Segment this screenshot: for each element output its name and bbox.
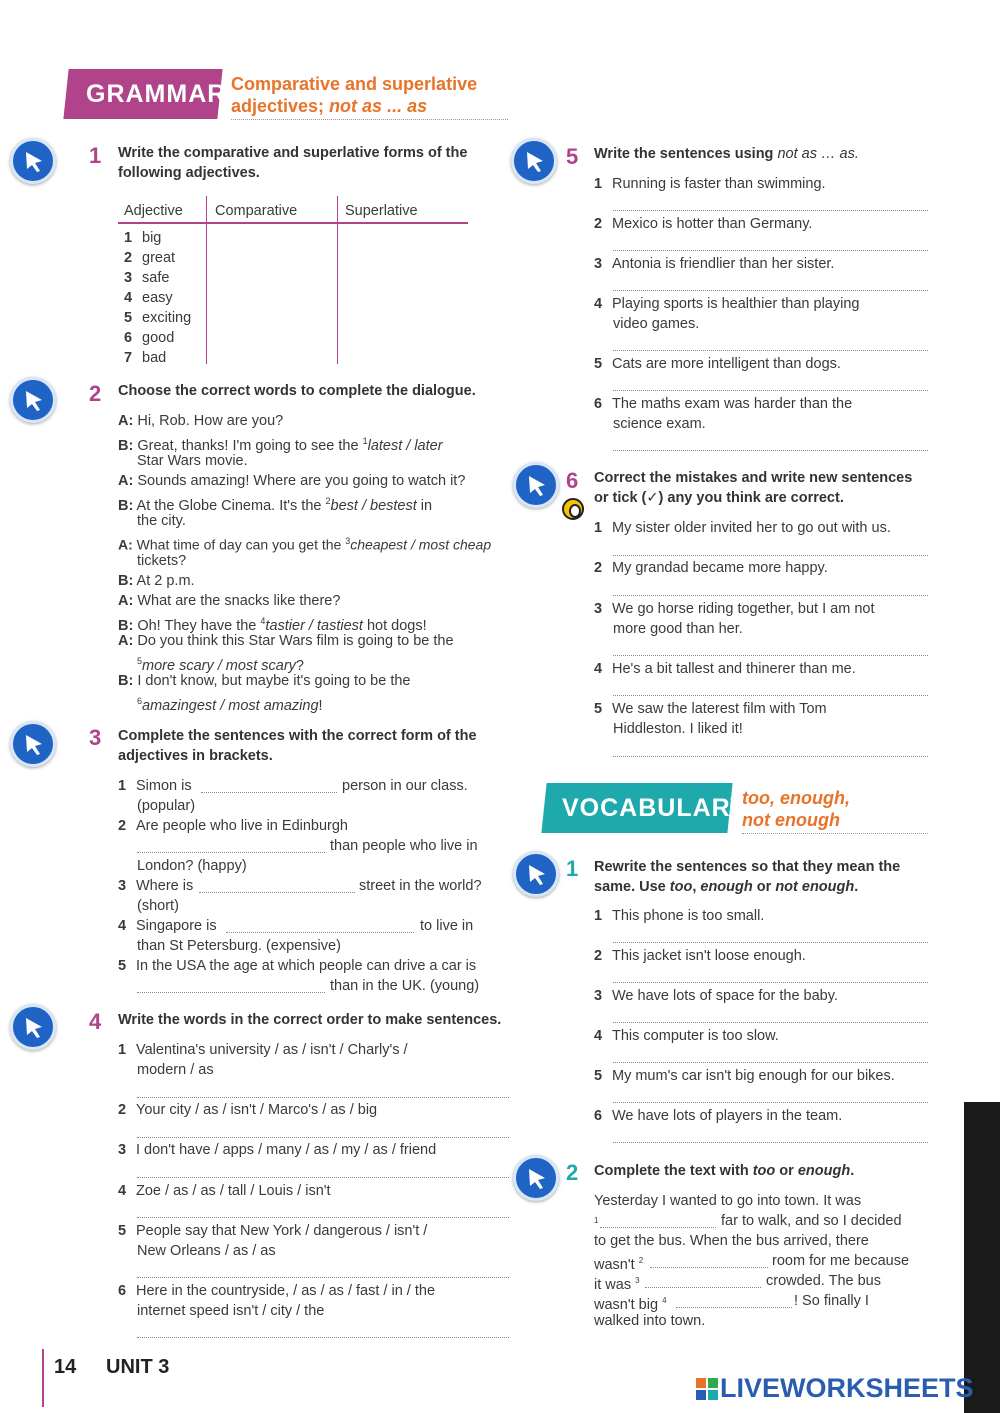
list-item-text: than in the UK. (young) xyxy=(330,978,480,994)
list-item-text: street in the world? xyxy=(359,878,482,894)
dialogue-line: the city. xyxy=(137,513,186,529)
table-row: 6 good xyxy=(124,330,175,346)
paragraph-line: walked into town. xyxy=(594,1313,706,1329)
answer-blank[interactable] xyxy=(645,1287,761,1288)
list-item-text: to live in xyxy=(420,918,474,934)
exercise-title: Complete the sentences with the correct form of the adjectives in brackets. xyxy=(118,728,477,764)
dialogue-line: B: At the Globe Cinema. It's the $^2$best / bestest in xyxy=(118,496,433,514)
exercise-number: 5 xyxy=(566,144,579,169)
list-item: 3 Antonia is friendlier than her sister. xyxy=(594,256,835,272)
exercise-number: 2 xyxy=(89,381,102,406)
answer-line[interactable] xyxy=(613,350,928,351)
dialogue-line: A: Do you think this Star Wars film is going to be the xyxy=(118,633,454,649)
table-row: 3 safe xyxy=(124,270,170,286)
list-item: 1 Running is faster than swimming. xyxy=(594,176,826,192)
list-item: 4 He's a bit tallest and thinerer than me. xyxy=(594,661,856,677)
cursor-icon[interactable] xyxy=(10,1004,56,1050)
answer-blank[interactable] xyxy=(650,1267,768,1268)
list-item-text: (popular) xyxy=(137,798,196,814)
dialogue-line: tickets? xyxy=(137,553,187,569)
list-item: 4 Zoe / as / as / tall / Louis / isn't xyxy=(118,1183,331,1199)
list-item: 4 Singapore is xyxy=(118,918,217,934)
answer-blank[interactable] xyxy=(137,852,325,853)
dialogue-line: B: Oh! They have the $^4$tastier / tastiest hot dogs! xyxy=(118,616,427,634)
answer-line[interactable] xyxy=(613,450,928,451)
list-item: 3 We have lots of space for the baby. xyxy=(594,988,838,1004)
answer-line[interactable] xyxy=(613,1062,928,1063)
exercise-number: 1 xyxy=(566,856,579,881)
paragraph-line: wasn't $^2$ xyxy=(594,1256,644,1273)
exercise-number: 1 xyxy=(89,143,102,168)
list-item-text: internet speed isn't / city / the xyxy=(137,1303,325,1319)
list-item-text: (short) xyxy=(137,898,179,914)
dialogue-line: A: What are the snacks like there? xyxy=(118,593,341,609)
grammar-section-tag: GRAMMAR xyxy=(63,69,222,119)
table-divider xyxy=(206,196,207,364)
exercise-title: Correct the mistakes and write new sentences or tick (✓) any you think are correct. xyxy=(594,470,913,506)
paragraph-line: Yesterday I wanted to go into town. It was xyxy=(594,1193,862,1209)
list-item: 1 Valentina's university / as / isn't / Charly's / xyxy=(118,1042,408,1058)
grammar-title-line2: adjectives; not as ... as xyxy=(231,96,508,120)
exercise-title: Write the sentences using not as … as. xyxy=(594,146,859,162)
grammar-title-line1: Comparative and superlative xyxy=(231,74,478,94)
table-row: 4 easy xyxy=(124,290,173,306)
list-item: 1 Simon is xyxy=(118,778,192,794)
list-item: 5 Cats are more intelligent than dogs. xyxy=(594,356,841,372)
dialogue-line: B: At 2 p.m. xyxy=(118,573,195,589)
answer-line[interactable] xyxy=(613,210,928,211)
table-header-comparative: Comparative xyxy=(215,203,298,219)
page-number: 14 xyxy=(54,1356,77,1378)
list-item: 6 Here in the countryside, / as / as / fast / in / the xyxy=(118,1283,436,1299)
answer-line[interactable] xyxy=(613,982,928,983)
list-item: 6 We have lots of players in the team. xyxy=(594,1108,843,1124)
paragraph-line: room for me because xyxy=(772,1253,910,1269)
paragraph-line: it was $^3$ xyxy=(594,1276,640,1293)
cursor-icon[interactable] xyxy=(511,138,557,184)
answer-blank[interactable] xyxy=(137,992,325,993)
list-item: 5 In the USA the age at which people can drive a car is xyxy=(118,958,477,974)
liveworksheets-icon xyxy=(696,1378,718,1400)
dialogue-line: A: Sounds amazing! Where are you going to watch it? xyxy=(118,473,466,489)
list-item: 5 My mum's car isn't big enough for our bikes. xyxy=(594,1068,895,1084)
exercise-title: Choose the correct words to complete the dialogue. xyxy=(118,383,476,399)
paragraph-line: far to walk, and so I decided xyxy=(721,1213,902,1229)
paragraph-line: ! So finally I xyxy=(794,1293,869,1309)
paragraph-line: 1 xyxy=(594,1216,599,1225)
answer-blank[interactable] xyxy=(199,892,355,893)
answer-blank[interactable] xyxy=(201,792,337,793)
list-item-text: London? (happy) xyxy=(137,858,247,874)
liveworksheets-logo[interactable]: LIVEWORKSHEETS xyxy=(696,1378,974,1400)
list-item: 3 We go horse riding together, but I am not xyxy=(594,601,875,617)
paragraph-line: crowded. The bus xyxy=(766,1273,881,1289)
list-item: 3 Where is xyxy=(118,878,194,894)
cursor-icon[interactable] xyxy=(10,138,56,184)
answer-line[interactable] xyxy=(137,1177,509,1178)
list-item-text: modern / as xyxy=(137,1062,214,1078)
answer-line[interactable] xyxy=(613,756,928,757)
answer-line[interactable] xyxy=(613,555,928,556)
list-item: 2 Mexico is hotter than Germany. xyxy=(594,216,813,232)
exercise-title: Complete the text with too or enough. xyxy=(594,1163,855,1179)
list-item: 1 My sister older invited her to go out with us. xyxy=(594,520,891,536)
cursor-icon[interactable] xyxy=(10,721,56,767)
list-item-text: than people who live in xyxy=(330,838,478,854)
list-item: 5 People say that New York / dangerous / isn't / xyxy=(118,1223,428,1239)
dialogue-line: A: Hi, Rob. How are you? xyxy=(118,413,284,429)
table-row: 5 exciting xyxy=(124,310,192,326)
table-row: 7 bad xyxy=(124,350,167,366)
list-item: 4 Playing sports is healthier than playing xyxy=(594,296,860,312)
cursor-icon[interactable] xyxy=(513,1155,559,1201)
list-item: 2 This jacket isn't loose enough. xyxy=(594,948,806,964)
paragraph-line: wasn't big $^4$ xyxy=(594,1296,667,1313)
answer-line[interactable] xyxy=(613,1102,928,1103)
list-item: 6 The maths exam was harder than the xyxy=(594,396,853,412)
list-item-text: Hiddleston. I liked it! xyxy=(613,721,743,737)
dialogue-line: $^6$amazingest / most amazing! xyxy=(137,696,323,714)
list-item: 2 Your city / as / isn't / Marco's / as / big xyxy=(118,1102,378,1118)
vocabulary-title-line2: not enough xyxy=(742,810,928,834)
cursor-icon[interactable] xyxy=(10,377,56,423)
answer-line[interactable] xyxy=(137,1137,509,1138)
list-item: 1 This phone is too small. xyxy=(594,908,765,924)
answer-line[interactable] xyxy=(137,1097,509,1098)
list-item-text: person in our class. xyxy=(342,778,468,794)
dialogue-line: $^5$more scary / most scary? xyxy=(137,656,304,674)
dialogue-line: B: I don't know, but maybe it's going to be the xyxy=(118,673,411,689)
answer-line[interactable] xyxy=(613,655,928,656)
exercise-number: 3 xyxy=(89,725,102,750)
list-item-text: than St Petersburg. (expensive) xyxy=(137,938,341,954)
footer-divider xyxy=(42,1349,44,1407)
answer-line[interactable] xyxy=(137,1277,509,1278)
vocabulary-title-line1: too, enough, xyxy=(742,788,850,808)
dialogue-line: A: What time of day can you get the $^3$cheapest / most cheap xyxy=(118,536,492,553)
list-item-text: New Orleans / as / as xyxy=(137,1243,276,1259)
list-item-text: video games. xyxy=(613,316,700,332)
answer-blank[interactable] xyxy=(676,1307,792,1308)
list-item: 3 I don't have / apps / many / as / my / as / friend xyxy=(118,1142,437,1158)
answer-line[interactable] xyxy=(613,942,928,943)
answer-line[interactable] xyxy=(137,1217,509,1218)
answer-line[interactable] xyxy=(613,390,928,391)
exercise-number: 6 xyxy=(566,468,579,493)
answer-blank[interactable] xyxy=(226,932,414,933)
answer-line[interactable] xyxy=(613,695,928,696)
answer-line[interactable] xyxy=(137,1337,509,1338)
dialogue-line: Star Wars movie. xyxy=(137,453,248,469)
table-header-rule xyxy=(118,222,468,224)
answer-line[interactable] xyxy=(613,250,928,251)
answer-line[interactable] xyxy=(613,1142,928,1143)
list-item: 2 Are people who live in Edinburgh xyxy=(118,818,348,834)
exercise-title: Write the words in the correct order to make sentences. xyxy=(118,1012,502,1028)
exercise-title: Rewrite the sentences so that they mean the same. Use too, enough or not enough. xyxy=(594,859,901,895)
list-item-text: science exam. xyxy=(613,416,706,432)
list-item: 2 My grandad became more happy. xyxy=(594,560,828,576)
challenge-badge-icon xyxy=(562,498,584,520)
answer-line[interactable] xyxy=(613,290,928,291)
table-row: 2 great xyxy=(124,250,176,266)
list-item: 4 This computer is too slow. xyxy=(594,1028,779,1044)
paragraph-line: to get the bus. When the bus arrived, there xyxy=(594,1233,869,1249)
exercise-number: 4 xyxy=(89,1009,102,1034)
list-item: 5 We saw the laterest film with Tom xyxy=(594,701,827,717)
table-row: 1 big xyxy=(124,230,162,246)
side-bar xyxy=(964,1102,1000,1413)
answer-line[interactable] xyxy=(613,1022,928,1023)
answer-line[interactable] xyxy=(613,595,928,596)
exercise-title: Write the comparative and superlative forms of the following adjectives. xyxy=(118,145,468,181)
dialogue-line: B: Great, thanks! I'm going to see the $^1$latest / later xyxy=(118,436,443,454)
exercise-number: 2 xyxy=(566,1160,579,1185)
unit-label: UNIT 3 xyxy=(106,1356,170,1378)
cursor-icon[interactable] xyxy=(513,851,559,897)
cursor-icon[interactable] xyxy=(513,462,559,508)
table-header-adjective: Adjective xyxy=(124,203,183,219)
vocabulary-section-tag: VOCABULARY xyxy=(541,783,732,833)
table-header-superlative: Superlative xyxy=(345,203,418,219)
answer-blank[interactable] xyxy=(600,1227,716,1228)
list-item-text: more good than her. xyxy=(613,621,743,637)
table-divider xyxy=(337,196,338,364)
